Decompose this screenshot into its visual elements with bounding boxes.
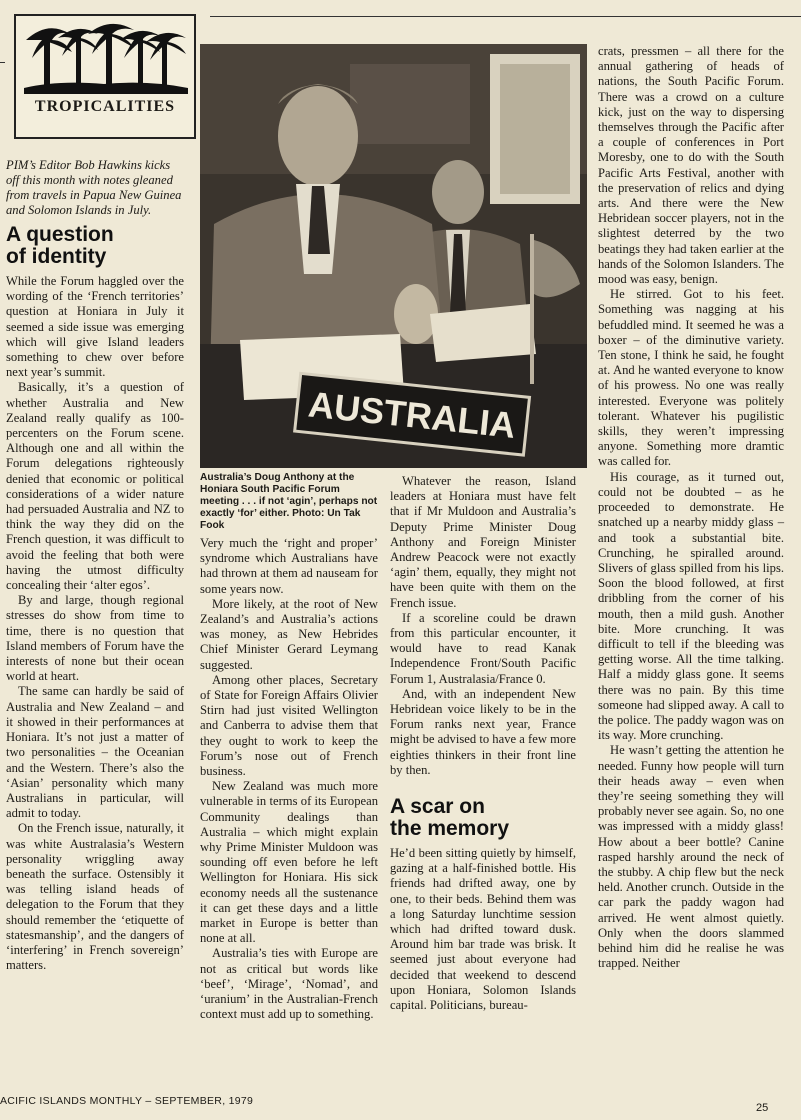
- page-number: 25: [756, 1102, 769, 1114]
- edge-mark: [0, 62, 5, 63]
- article2-column-3-text: [390, 846, 576, 1013]
- article1-column-2-text: [200, 536, 378, 1023]
- paragraph: More likely, at the root of New Zealand’s and Australia’s actions was money, as New Hebrides Chief Minister Gerard Leymang suggested.: [200, 596, 378, 672]
- paragraph: Among other places, Secretary of State for Foreign Affairs Olivier Stirn had just visited Wellington and Canberra to advise them that they ought to work to keep the Forum’s nose out of French business.: [200, 672, 378, 779]
- paragraph: If a scoreline could be drawn from this particular encounter, it would have to read Kanak Independence Front/South Pacific Forum 1, Australasia/France 0.: [390, 610, 576, 686]
- paragraph: On the French issue, naturally, it was white Australasia’s Western personality wriggling away beneath the surface. Ostensibly it was telling island heads of delegation to the Forum that they should remember the ‘etiquette of statesmanship’, and the dangers of ‘interfering’ in French sovereign’ matters.: [6, 821, 184, 973]
- palm-trees-icon: [18, 18, 192, 98]
- article2-column-4-text: [598, 44, 784, 971]
- article1-headline: A question of identity: [6, 223, 114, 268]
- paragraph: crats, pressmen – all there for the annual gathering of heads of nations, the South Pacific Forum. There was a crowd on a culture kick, just on the way to dispersing themselves through the Pacific after a couple of conferences in Port Moresby, one to do with the South Pacific Arts Festival, another with the preservation of relics and dying arts. And there were the New Hebridean soccer players, not in the slightest deterred by the two beatings they had taken earlier at the hands of the Solomon Islanders. The mood was easy, benign.: [598, 44, 784, 287]
- paragraph: And, with an independent New Hebridean voice likely to be in the Forum ranks next year, France might be advised to have a few more eighties thinkers in their front line by then.: [390, 686, 576, 777]
- paragraph: The same can hardly be said of Australia and New Zealand – and it showed in their performances at Honiara. It’s not just a matter of two personalities – the Oceanian and the Western. There’s also the ‘Asian’ personality which many Australians in particular, will admit to today.: [6, 684, 184, 821]
- paragraph: He stirred. Got to his feet. Something was nagging at his befuddled mind. It seemed he was a boxer – of the diminutive variety. Ten stone, I think he said, he fought at. And he wanted everyone to know of his prowess. No one was really interested. Everyone was politely tolerant. Whatever his pugilistic skills, they weren’t impressing anyone. Something more dramtic was called for.: [598, 287, 784, 469]
- name-plate-text: AUSTRALIA: [306, 383, 518, 446]
- paragraph: While the Forum haggled over the wording of the ‘French territories’ question at Honiara in July it seemed a side issue was emerging which will give Island leaders something to chew over before next year’s summit.: [6, 274, 184, 380]
- paragraph: Very much the ‘right and proper’ syndrome which Australians have had thrown at them ad nauseam for some years now.: [200, 536, 378, 596]
- column-logo: [14, 14, 196, 139]
- publication-footer: ACIFIC ISLANDS MONTHLY – SEPTEMBER, 1979: [0, 1095, 254, 1107]
- article2-headline: A scar on the memory: [390, 795, 510, 841]
- paragraph: By and large, though regional stresses do show from time to time, there is no question that Island members of Forum have the interests of none but their ocean world at heart.: [6, 593, 184, 684]
- column-3: [390, 474, 576, 1013]
- article1-column-1-text: [6, 274, 184, 973]
- paragraph: His courage, as it turned out, could not be doubted – as he proceeded to demonstrate. He snatched up a nearby middy glass – and took a substantial bite. Crunching, he spiralled around. Slivers of glass spilled from his lips. Soon the blood followed, at first dribbling from the corner of his mouth, then a mild gush. Another bite. More crunching. It was difficult to tell if the bleeding was getting worse. All the time talking. Half a middy glass gone. It seems there was no pain. By this time someone had slipped away. A call to the police. The paddy wagon was on its way. More crunching.: [598, 469, 784, 743]
- paragraph: New Zealand was much more vulnerable in terms of its European Community dealings than Australia – which might explain why Prime Minister Muldoon was sounding off even before he left Wellington for Honiara. His sick economy needs all the sustenance it can get these days and a little market in Europe is better than none at all.: [200, 779, 378, 946]
- top-rule: [210, 16, 801, 17]
- column-2: [200, 472, 378, 1023]
- column-1: [6, 158, 184, 973]
- paragraph: He’d been sitting quietly by himself, gazing at a half-finished bottle. His friends had drifted away, one by one, to their beds. Behind them was a long Saturday lunchtime session which had drifted toward dusk. Around him bar trade was brisk. It seemed just about everyone had decided that weekend to descend upon Honiara, Solomon Islands capital. Politicians, bureau-: [390, 846, 576, 1013]
- intro-text: PIM’s Editor Bob Hawkins kicks off this month with notes gleaned from travels in Papua New Guinea and Solomon Islands in July.: [6, 158, 182, 217]
- article1-column-3-text: [390, 474, 576, 778]
- column-4: [598, 44, 784, 971]
- paragraph: Basically, it’s a question of whether Australia and New Zealand really qualify as 100-percenters on the Forum scene. Although one and all within the Forum delegations righteously denied that economic or political considerations of a wider nature had persuaded Australia and NZ to think the way they did on the French question, it was difficult to avoid the feeling that both were having the utmost difficulty concealing their ‘alter egos’.: [6, 380, 184, 593]
- photo-caption: Australia’s Doug Anthony at the Honiara South Pacific Forum meeting . . . if not ‘agin’, perhaps not exactly ‘for’ either. Photo: Un Tak Fook: [200, 472, 378, 531]
- paragraph: Australia’s ties with Europe are not as critical but words like ‘beef’, ‘Mirage’, ‘Nomad’, and ‘uranium’ in the Australian-French context must add up to something.: [200, 946, 378, 1022]
- photo-doug-anthony: [200, 44, 587, 468]
- column-logo-title: TROPICALITIES: [34, 98, 176, 115]
- photo-illustration: [200, 44, 587, 468]
- paragraph: Whatever the reason, Island leaders at Honiara must have felt that if Mr Muldoon and Australia’s Deputy Prime Minister Doug Anthony and Foreign Minister Andrew Peacock were not exactly ‘agin’ them, equally, they might not have been quite with them on the French issue.: [390, 474, 576, 610]
- paragraph: He wasn’t getting the attention he needed. Funny how people will turn their heads away – even when they’re seeing something they will probably never see again. So, no one was impressed with a middy glass! How about a beer bottle? Canine rasped harshly around the neck of the stubby. A chip flew but the neck held. Another crunch. Outside in the car park the paddy wagon had arrived. He went almost quietly. Only when the doors slammed behind him did he realise he was trapped. Neither: [598, 743, 784, 971]
